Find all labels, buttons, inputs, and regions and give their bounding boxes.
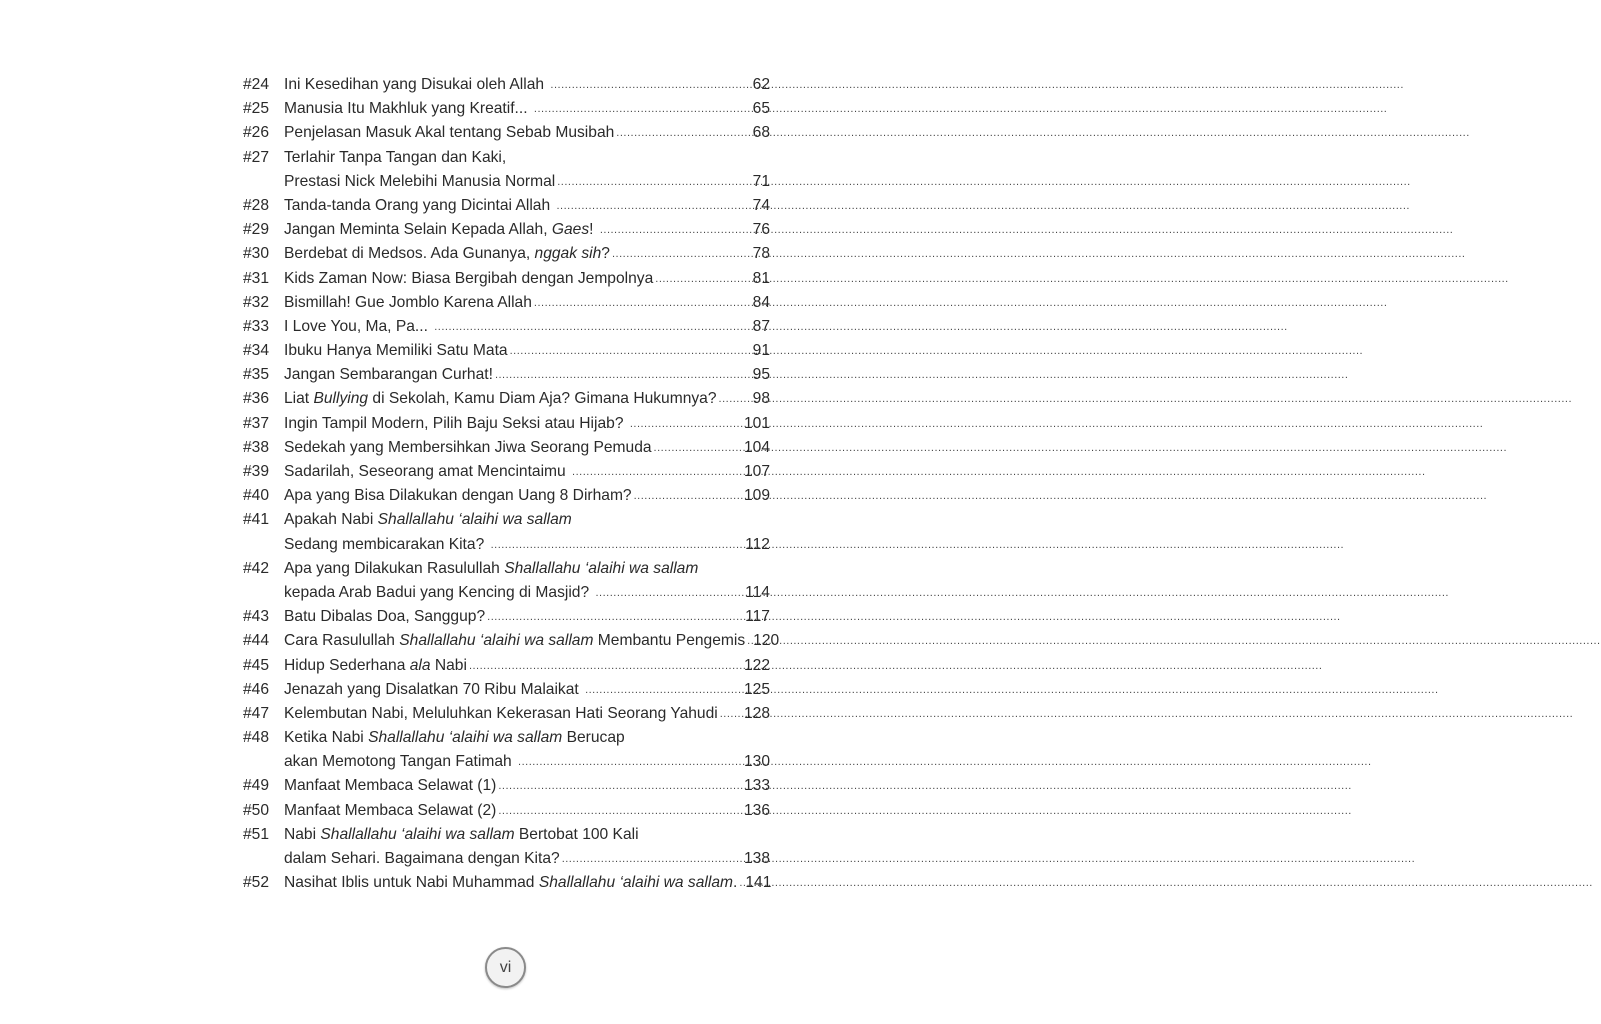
toc-line	[243, 460, 770, 484]
entry-number: #50	[243, 801, 270, 819]
toc-entry	[243, 412, 770, 436]
toc-entry	[243, 387, 770, 411]
entry-page-number: 101	[743, 414, 770, 432]
toc-line	[243, 654, 770, 678]
entry-number: #38	[243, 438, 270, 456]
entry-title-part: Membantu Pengemis	[593, 632, 746, 650]
entry-page-number: 138	[743, 850, 770, 867]
dot-leader	[469, 654, 742, 678]
entry-page-number: 104	[743, 438, 770, 456]
toc-entry	[243, 363, 770, 387]
entry-title-part: Ingin Tampil Modern, Pilih Baju Seksi atau Hijab?	[284, 414, 628, 432]
entry-title-part: Apa yang Bisa Dilakukan dengan Uang 8 Dirham?	[284, 487, 632, 505]
entry-page-number: 122	[743, 656, 770, 674]
toc-entry	[243, 73, 770, 97]
entry-title	[284, 702, 718, 726]
toc-entry	[243, 97, 770, 121]
entry-title	[284, 146, 506, 170]
toc-entry	[243, 267, 770, 291]
entry-title-part: Tanda-tanda Orang yang Dicintai Allah	[284, 196, 555, 214]
entry-title	[284, 654, 467, 678]
toc-line	[243, 581, 770, 605]
dot-leader	[634, 484, 742, 508]
dot-leader	[585, 678, 742, 702]
toc-line	[243, 194, 770, 218]
entry-number: #34	[243, 342, 270, 360]
dot-leader	[572, 460, 742, 484]
dot-leader	[491, 533, 744, 557]
entry-title-part: akan Memotong Tangan Fatimah	[284, 753, 517, 771]
entry-title	[284, 629, 745, 653]
toc-line	[243, 823, 770, 847]
entry-title	[284, 605, 485, 629]
entry-number: #37	[243, 414, 270, 432]
dot-leader	[557, 170, 750, 194]
entry-title	[284, 581, 593, 605]
entry-title-italic: Bullying	[313, 390, 369, 408]
entry-title-part: Sedang membicarakan Kita?	[284, 535, 489, 553]
entry-number: #36	[243, 390, 270, 408]
toc-line	[243, 484, 770, 508]
entry-page-number: 95	[752, 366, 770, 384]
entry-title-italic: Shallallahu ‘alaihi wa sallam	[320, 825, 515, 843]
entry-title-italic: nggak sih	[534, 245, 602, 263]
toc-line	[243, 605, 770, 629]
entry-title-italic: Shallallahu ‘alaihi wa sallam	[538, 874, 733, 892]
entry-number: #43	[243, 608, 270, 626]
entry-title	[284, 387, 717, 411]
toc-entry	[243, 799, 770, 823]
toc-line	[243, 146, 770, 170]
dot-leader	[498, 799, 742, 823]
entry-title	[284, 412, 628, 436]
toc-entry	[243, 339, 770, 363]
entry-page-number: 81	[752, 269, 770, 287]
entry-title-part: ?	[601, 245, 610, 263]
entry-title	[284, 194, 554, 218]
toc-line	[243, 121, 770, 145]
dot-leader	[720, 702, 742, 726]
entry-number: #35	[243, 366, 270, 384]
entry-title-part: Sadarilah, Seseorang amat Mencintaimu	[284, 463, 571, 480]
entry-title-part: Berucap	[562, 729, 625, 747]
toc-entry	[243, 702, 770, 726]
toc-line	[243, 73, 770, 97]
toc-line	[243, 218, 770, 242]
entry-title-part: I Love You, Ma, Pa...	[284, 317, 433, 335]
toc-line	[243, 412, 770, 436]
dot-leader	[510, 339, 751, 363]
toc-entry	[243, 605, 770, 629]
entry-title-part: Berdebat di Medsos. Ada Gunanya,	[284, 245, 535, 263]
entry-title-part: Bismillah! Gue Jomblo Karena Allah	[284, 293, 532, 311]
entry-page-number: 128	[743, 704, 770, 722]
entry-title-part: di Sekolah, Kamu Diam Aja? Gimana Hukumnya?	[368, 390, 717, 408]
toc-line	[243, 267, 770, 291]
entry-title	[284, 170, 555, 194]
toc-line	[243, 702, 770, 726]
entry-number: #40	[243, 487, 270, 505]
entry-page-number: 62	[752, 76, 770, 93]
entry-page-number: 107	[743, 463, 770, 480]
dot-leader	[518, 750, 742, 774]
entry-page-number: 68	[752, 124, 770, 142]
toc-entry	[243, 291, 770, 315]
entry-title-part: Batu Dibalas Doa, Sanggup?	[284, 608, 486, 626]
toc-entry	[243, 557, 770, 605]
toc-line	[243, 847, 770, 871]
entry-number: #48	[243, 729, 270, 747]
toc-entry	[243, 726, 770, 774]
toc-entry	[243, 218, 770, 242]
entry-page-number: 114	[745, 583, 770, 601]
toc-line	[243, 799, 770, 823]
entry-number: #29	[243, 221, 270, 239]
entry-number: #27	[243, 148, 270, 166]
entry-title	[284, 121, 614, 145]
entry-title	[284, 73, 548, 97]
toc-line	[243, 557, 770, 581]
toc-line	[243, 363, 770, 387]
toc-entry	[243, 654, 770, 678]
entry-number: #31	[243, 269, 270, 287]
entry-title-italic: Shallallahu ‘alaihi wa sallam	[368, 729, 563, 747]
dot-leader	[600, 218, 751, 242]
entry-title-part: Terlahir Tanpa Tangan dan Kaki,	[284, 148, 507, 166]
entry-title	[284, 508, 572, 532]
entry-title-part: Jenazah yang Disalatkan 70 Ribu Malaikat	[284, 680, 584, 698]
entry-title	[284, 267, 653, 291]
entry-page-number: 120	[753, 632, 780, 650]
entry-title-italic: ala	[409, 656, 431, 674]
entry-title	[284, 97, 532, 121]
entry-title	[284, 750, 516, 774]
toc-line	[243, 387, 770, 411]
entry-title-italic: Shallallahu ‘alaihi wa sallam	[399, 632, 594, 650]
dot-leader	[616, 121, 750, 145]
entry-title	[284, 460, 570, 484]
entry-page-number: 98	[752, 390, 770, 408]
entry-number: #44	[243, 632, 270, 650]
entry-page-number: 112	[745, 535, 770, 553]
entry-number: #26	[243, 124, 270, 142]
dot-leader	[562, 847, 742, 871]
entry-title	[284, 339, 508, 363]
entry-title-part: kepada Arab Badui yang Kencing di Masjid?	[284, 583, 594, 601]
entry-page-number: 125	[743, 680, 770, 698]
toc-line	[243, 774, 770, 798]
entry-number: #52	[243, 874, 270, 892]
entry-number: #46	[243, 680, 270, 698]
toc-line	[243, 436, 770, 460]
entry-title	[284, 774, 496, 798]
dot-leader	[595, 581, 743, 605]
entry-title	[284, 847, 560, 871]
entry-title	[284, 315, 432, 339]
dot-leader	[719, 387, 751, 411]
entry-number: #47	[243, 704, 270, 722]
toc-entry	[243, 146, 770, 194]
dot-leader	[495, 363, 751, 387]
toc-entry	[243, 629, 780, 653]
entry-title	[284, 726, 625, 750]
entry-title-part: Manfaat Membaca Selawat (2)	[284, 801, 497, 819]
entry-title-part: Sedekah yang Membersihkan Jiwa Seorang Pemuda	[284, 438, 652, 456]
entry-title	[284, 871, 737, 895]
entry-title-italic: Shallallahu ‘alaihi wa sallam	[504, 559, 699, 577]
entry-number: #49	[243, 777, 270, 795]
toc-line	[243, 508, 770, 532]
dot-leader	[630, 412, 742, 436]
entry-title	[284, 678, 583, 702]
entry-title-part: Jangan Sembarangan Curhat!	[284, 366, 493, 384]
page-number-badge	[485, 947, 526, 988]
entry-title	[284, 363, 493, 387]
entry-title-part: Liat	[284, 390, 314, 408]
entry-title	[284, 484, 632, 508]
entry-title-part: Kelembutan Nabi, Meluluhkan Kekerasan Hati Seorang Yahudi	[284, 704, 718, 722]
entry-title-part: Bertobat 100 Kali	[514, 825, 639, 843]
entry-title-part: Manusia Itu Makhluk yang Kreatif...	[284, 100, 532, 118]
entry-number: #39	[243, 463, 270, 480]
dot-leader	[747, 629, 751, 653]
toc-line	[243, 242, 770, 266]
entry-number: #32	[243, 293, 270, 311]
toc-line	[243, 871, 770, 895]
page-number: vi	[499, 958, 512, 976]
toc-entry	[243, 460, 770, 484]
dot-leader	[434, 315, 750, 339]
entry-page-number: 84	[752, 293, 770, 311]
entry-title-part: Apa yang Dilakukan Rasulullah	[284, 559, 505, 577]
entry-page-number: 130	[743, 753, 770, 771]
entry-title-italic: Gaes	[551, 221, 590, 239]
dot-leader	[534, 291, 751, 315]
entry-title-italic: Shallallahu ‘alaihi wa sallam	[377, 511, 572, 529]
toc-line	[243, 170, 770, 194]
entry-title-part: Nabi	[430, 656, 467, 674]
entry-page-number: 91	[752, 342, 770, 360]
entry-title-part: Nasihat Iblis untuk Nabi Muhammad	[284, 874, 539, 892]
entry-title-part: Cara Rasulullah	[284, 632, 400, 650]
toc-entry	[243, 678, 770, 702]
toc-entry	[243, 242, 770, 266]
entry-title	[284, 291, 532, 315]
toc-entry	[243, 774, 770, 798]
entry-page-number: 87	[752, 317, 770, 335]
toc-entry	[243, 194, 770, 218]
entry-page-number: 109	[743, 487, 770, 505]
entry-title-part: Hidup Sederhana	[284, 656, 410, 674]
entry-number: #45	[243, 656, 270, 674]
entry-page-number: 71	[752, 172, 770, 190]
entry-title-part: dalam Sehari. Bagaimana dengan Kita?	[284, 850, 560, 867]
entry-page-number: 74	[752, 196, 770, 214]
entry-title-part: Manfaat Membaca Selawat (1)	[284, 777, 497, 795]
entry-title-part: Jangan Meminta Selain Kepada Allah,	[284, 221, 552, 239]
toc-line	[243, 533, 770, 557]
entry-number: #28	[243, 196, 270, 214]
entry-title	[284, 242, 610, 266]
entry-title-part: Prestasi Nick Melebihi Manusia Normal	[284, 172, 556, 190]
dot-leader	[655, 267, 750, 291]
entry-title	[284, 436, 652, 460]
entry-page-number: 65	[752, 100, 770, 118]
entry-title-part: Ini Kesedihan yang Disukai oleh Allah	[284, 76, 549, 93]
entry-title-part: Penjelasan Masuk Akal tentang Sebab Musibah	[284, 124, 615, 142]
toc-entry	[243, 436, 770, 460]
toc-entry	[243, 315, 770, 339]
dot-leader	[487, 605, 743, 629]
entry-title	[284, 823, 639, 847]
entry-number: #42	[243, 559, 270, 577]
entry-page-number: 133	[743, 777, 770, 795]
toc-entry	[243, 484, 770, 508]
entry-title-part: Ketika Nabi	[284, 729, 369, 747]
entry-number: #30	[243, 245, 270, 263]
entry-number: #24	[243, 76, 270, 93]
entry-title	[284, 218, 598, 242]
entry-title-part: Ibuku Hanya Memiliki Satu Mata	[284, 342, 508, 360]
entry-page-number: 78	[752, 245, 770, 263]
entry-title	[284, 557, 698, 581]
toc-entry	[243, 121, 770, 145]
toc-line	[243, 315, 770, 339]
dot-leader	[534, 97, 751, 121]
dot-leader	[612, 242, 751, 266]
toc-entry	[243, 508, 770, 556]
entry-number: #33	[243, 317, 270, 335]
dot-leader	[654, 436, 742, 460]
entry-title-part: .	[733, 874, 738, 892]
entry-page-number: 136	[743, 801, 770, 819]
toc-line	[243, 750, 770, 774]
dot-leader	[556, 194, 750, 218]
entry-page-number: 76	[752, 221, 770, 239]
toc-line	[243, 726, 770, 750]
toc-line	[243, 629, 780, 653]
toc-line	[243, 97, 770, 121]
entry-number: #51	[243, 825, 270, 843]
toc-line	[243, 291, 770, 315]
entry-title-part: Apakah Nabi	[284, 511, 378, 529]
dot-leader	[739, 871, 743, 895]
entry-title-part: !	[589, 221, 598, 239]
entry-page-number: 141	[745, 874, 772, 892]
entry-number: #41	[243, 511, 270, 529]
entry-title	[284, 533, 489, 557]
dot-leader	[550, 73, 750, 97]
toc-entry	[243, 823, 770, 871]
entry-title-part: Nabi	[284, 825, 321, 843]
dot-leader	[498, 774, 742, 798]
entry-title	[284, 799, 496, 823]
entry-page-number: 117	[745, 608, 770, 626]
entry-number: #25	[243, 100, 270, 118]
table-of-contents	[243, 73, 780, 895]
toc-line	[243, 678, 770, 702]
toc-entry	[243, 871, 770, 895]
entry-title-part: Kids Zaman Now: Biasa Bergibah dengan Jempolnya	[284, 269, 654, 287]
toc-line	[243, 339, 770, 363]
